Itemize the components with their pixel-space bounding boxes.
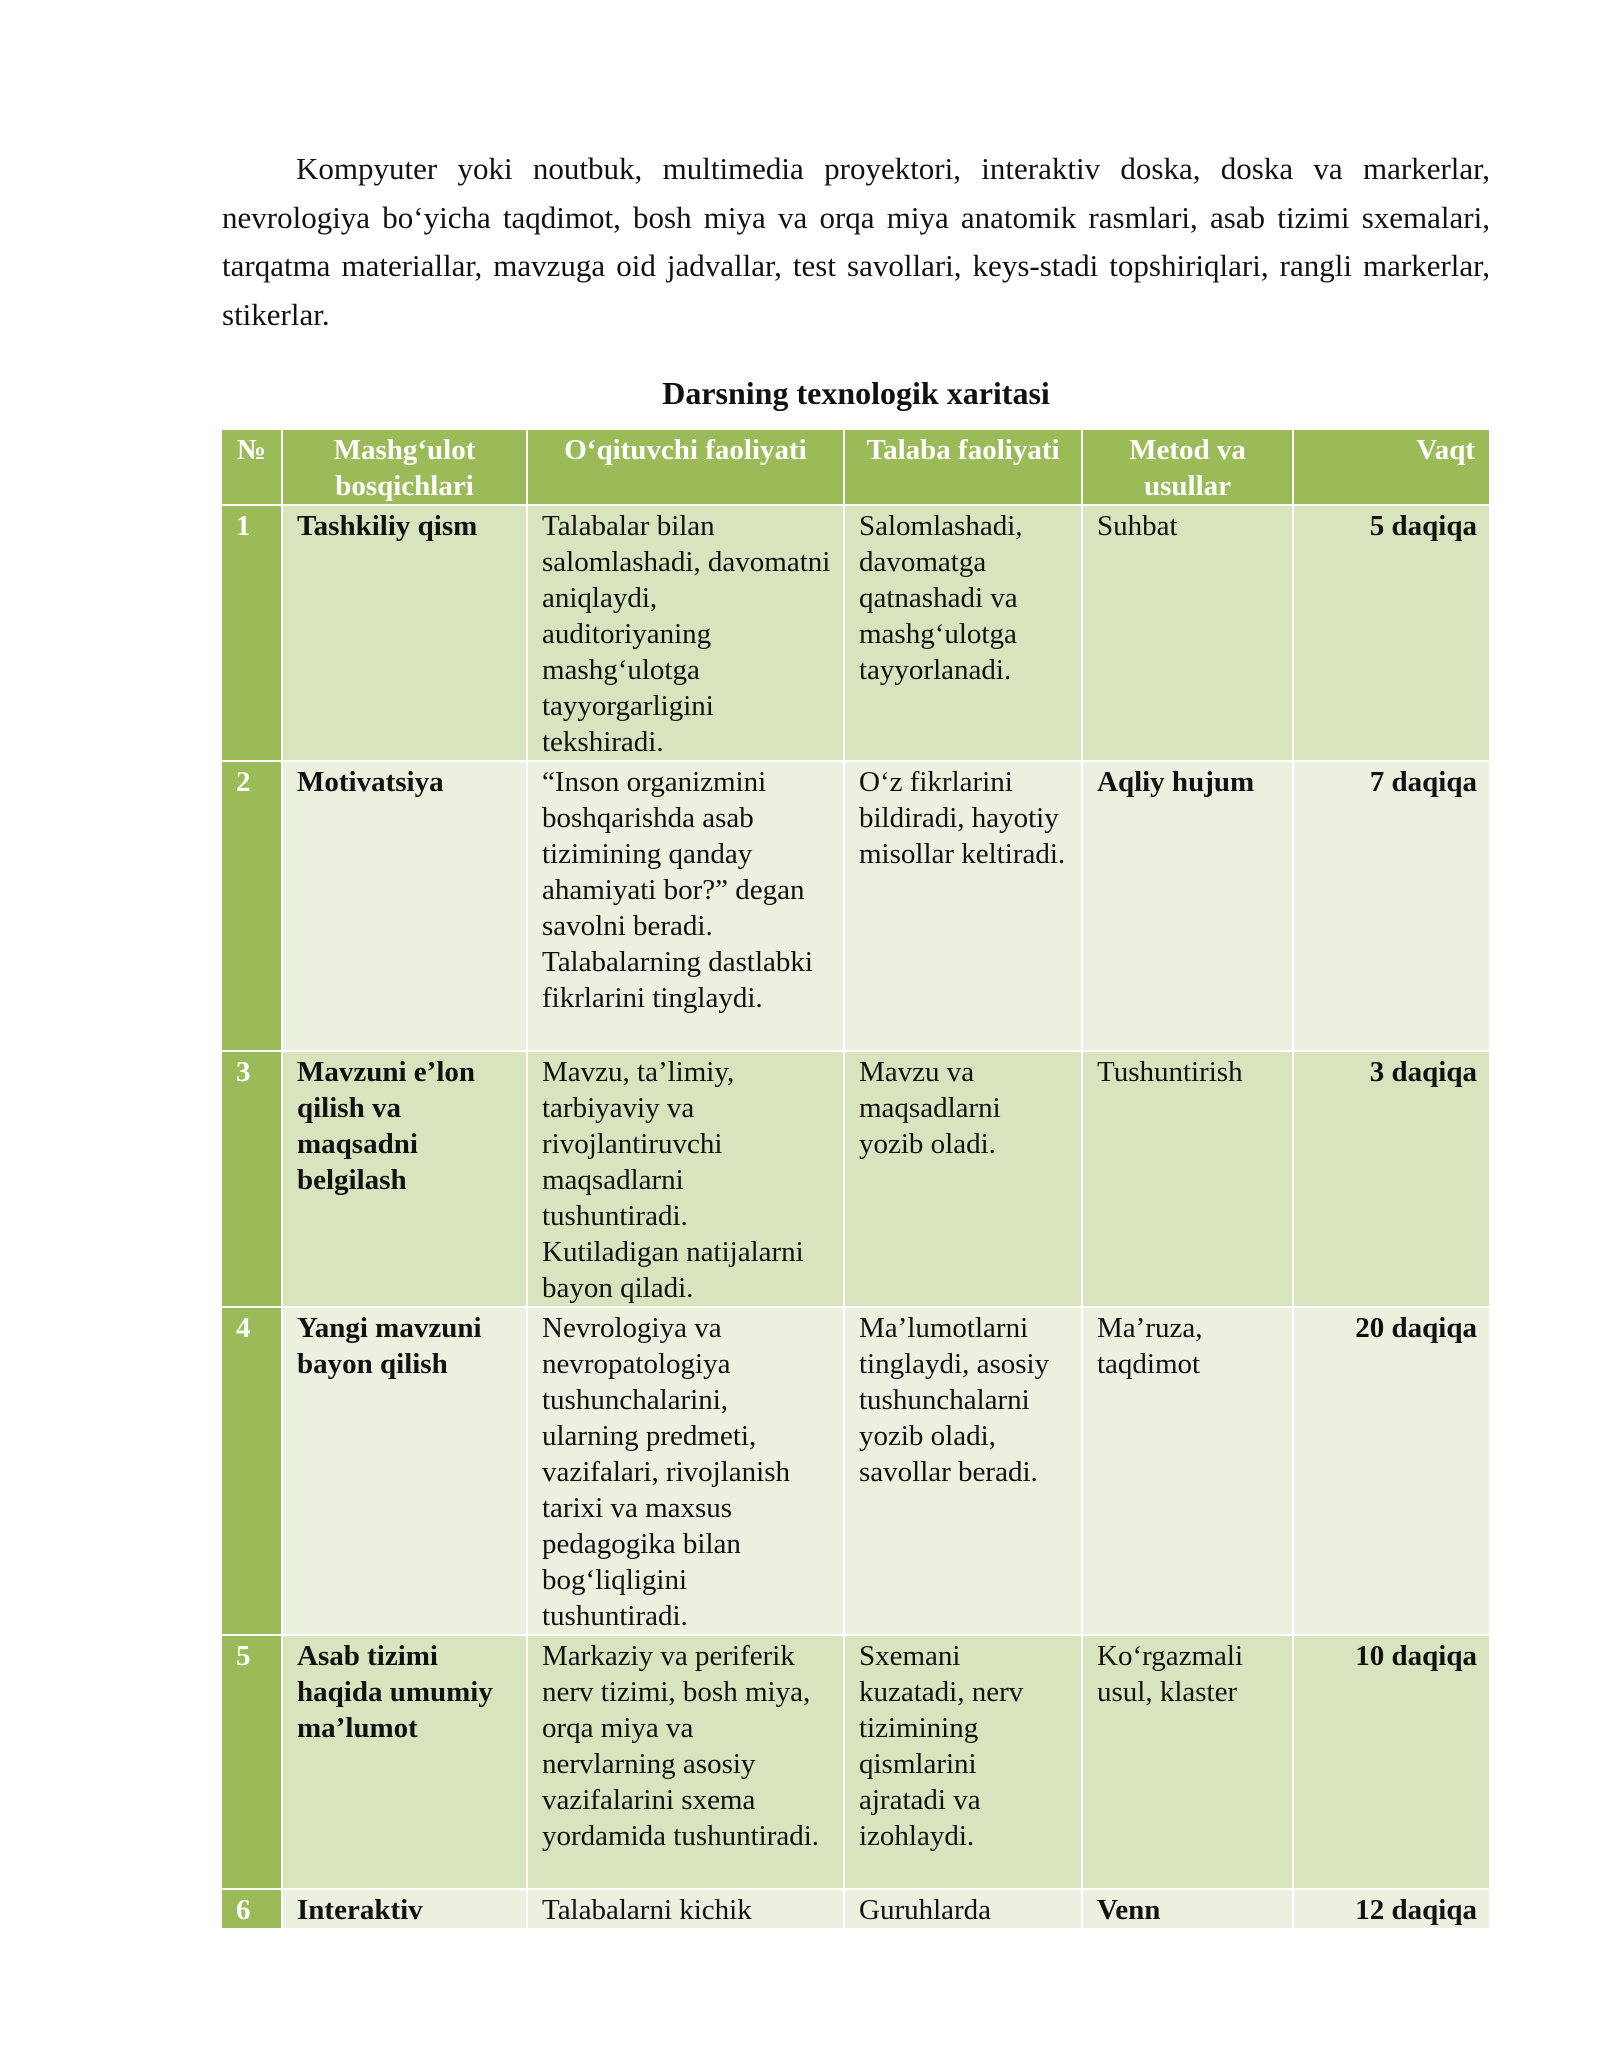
table-row bbox=[222, 1635, 1490, 1889]
header-time: Vaqt bbox=[1293, 430, 1490, 505]
table-row bbox=[222, 505, 1490, 761]
row-time: 12 daqiqa bbox=[1293, 1889, 1490, 1929]
row-number: 5 bbox=[222, 1635, 282, 1889]
document-page bbox=[222, 145, 1490, 1926]
row-method: Aqliy hujum bbox=[1082, 761, 1293, 1051]
row-time: 5 daqiqa bbox=[1293, 505, 1490, 761]
row-teacher-activity: Markaziy va periferik nerv tizimi, bosh miya, orqa miya va nervlarning asosiy vazifalarini sxema yordamida tushuntiradi. bbox=[527, 1635, 844, 1889]
header-teacher-activity: O‘qituvchi faoliyati bbox=[527, 430, 844, 505]
row-time: 20 daqiqa bbox=[1293, 1307, 1490, 1635]
row-student-activity: Ma’lumotlarni tinglaydi, asosiy tushunchalarni yozib oladi, savollar beradi. bbox=[844, 1307, 1082, 1635]
header-student-activity: Talaba faoliyati bbox=[844, 430, 1082, 505]
row-teacher-activity: Nevrologiya va nevropatologiya tushunchalarini, ularning predmeti, vazifalari, rivojlanish tarixi va maxsus pedagogika bilan bog‘liqligini tushuntiradi. bbox=[527, 1307, 844, 1635]
row-method: Tushuntirish bbox=[1082, 1051, 1293, 1307]
row-method: Suhbat bbox=[1082, 505, 1293, 761]
technology-map-table bbox=[222, 430, 1491, 1930]
table-row bbox=[222, 1889, 1490, 1929]
row-number: 6 bbox=[222, 1889, 282, 1929]
row-stage: Mavzuni e’lon qilish va maqsadni belgilash bbox=[282, 1051, 527, 1307]
row-student-activity: Sxemani kuzatadi, nerv tizimining qismlarini ajratadi va izohlaydi. bbox=[844, 1635, 1082, 1889]
row-teacher-activity: Talabalar bilan salomlashadi, davomatni aniqlaydi, auditoriyaning mashg‘ulotga tayyorgarligini tekshiradi. bbox=[527, 505, 844, 761]
row-time: 10 daqiqa bbox=[1293, 1635, 1490, 1889]
header-number: № bbox=[222, 430, 282, 505]
row-number: 4 bbox=[222, 1307, 282, 1635]
table-row bbox=[222, 761, 1490, 1051]
row-number: 3 bbox=[222, 1051, 282, 1307]
table-header-row bbox=[222, 430, 1490, 505]
row-number: 1 bbox=[222, 505, 282, 761]
row-student-activity: O‘z fikrlarini bildiradi, hayotiy misollar keltiradi. bbox=[844, 761, 1082, 1051]
row-time: 7 daqiqa bbox=[1293, 761, 1490, 1051]
row-time: 3 daqiqa bbox=[1293, 1051, 1490, 1307]
row-student-activity: Salomlashadi, davomatga qatnashadi va mashg‘ulotga tayyorlanadi. bbox=[844, 505, 1082, 761]
row-number: 2 bbox=[222, 761, 282, 1051]
row-student-activity: Mavzu va maqsadlarni yozib oladi. bbox=[844, 1051, 1082, 1307]
row-stage: Tashkiliy qism bbox=[282, 505, 527, 761]
table-title: Darsning texnologik xaritasi bbox=[662, 375, 1050, 411]
intro-paragraph: Kompyuter yoki noutbuk, multimedia proyektori, interaktiv doska, doska va markerlar, nevrologiya bo‘yicha taqdimot, bosh miya va orqa miya anatomik rasmlari, asab tizimi sxemalari, tarqatma materiallar, mavzuga oid jadvallar, test savollari, keys-stadi topshiriqlari, rangli markerlar, stikerlar. bbox=[222, 151, 1490, 332]
header-stage: Mashg‘ulot bosqichlari bbox=[282, 430, 527, 505]
row-method: Venn bbox=[1082, 1889, 1293, 1929]
row-method: Ma’ruza, taqdimot bbox=[1082, 1307, 1293, 1635]
row-teacher-activity: Talabalarni kichik bbox=[527, 1889, 844, 1929]
row-method: Ko‘rgazmali usul, klaster bbox=[1082, 1635, 1293, 1889]
row-teacher-activity: Mavzu, ta’limiy, tarbiyaviy va rivojlantiruvchi maqsadlarni tushuntiradi. Kutiladigan natijalarni bayon qiladi. bbox=[527, 1051, 844, 1307]
row-stage: Motivatsiya bbox=[282, 761, 527, 1051]
table-row bbox=[222, 1307, 1490, 1635]
row-stage: Yangi mavzuni bayon qilish bbox=[282, 1307, 527, 1635]
row-stage: Asab tizimi haqida umumiy ma’lumot bbox=[282, 1635, 527, 1889]
row-student-activity: Guruhlarda bbox=[844, 1889, 1082, 1929]
row-teacher-activity: “Inson organizmini boshqarishda asab tizimining qanday ahamiyati bor?” degan savolni beradi. Talabalarning dastlabki fikrlarini tinglaydi. bbox=[527, 761, 844, 1051]
table-row bbox=[222, 1051, 1490, 1307]
row-stage: Interaktiv bbox=[282, 1889, 527, 1929]
header-method: Metod va usullar bbox=[1082, 430, 1293, 505]
